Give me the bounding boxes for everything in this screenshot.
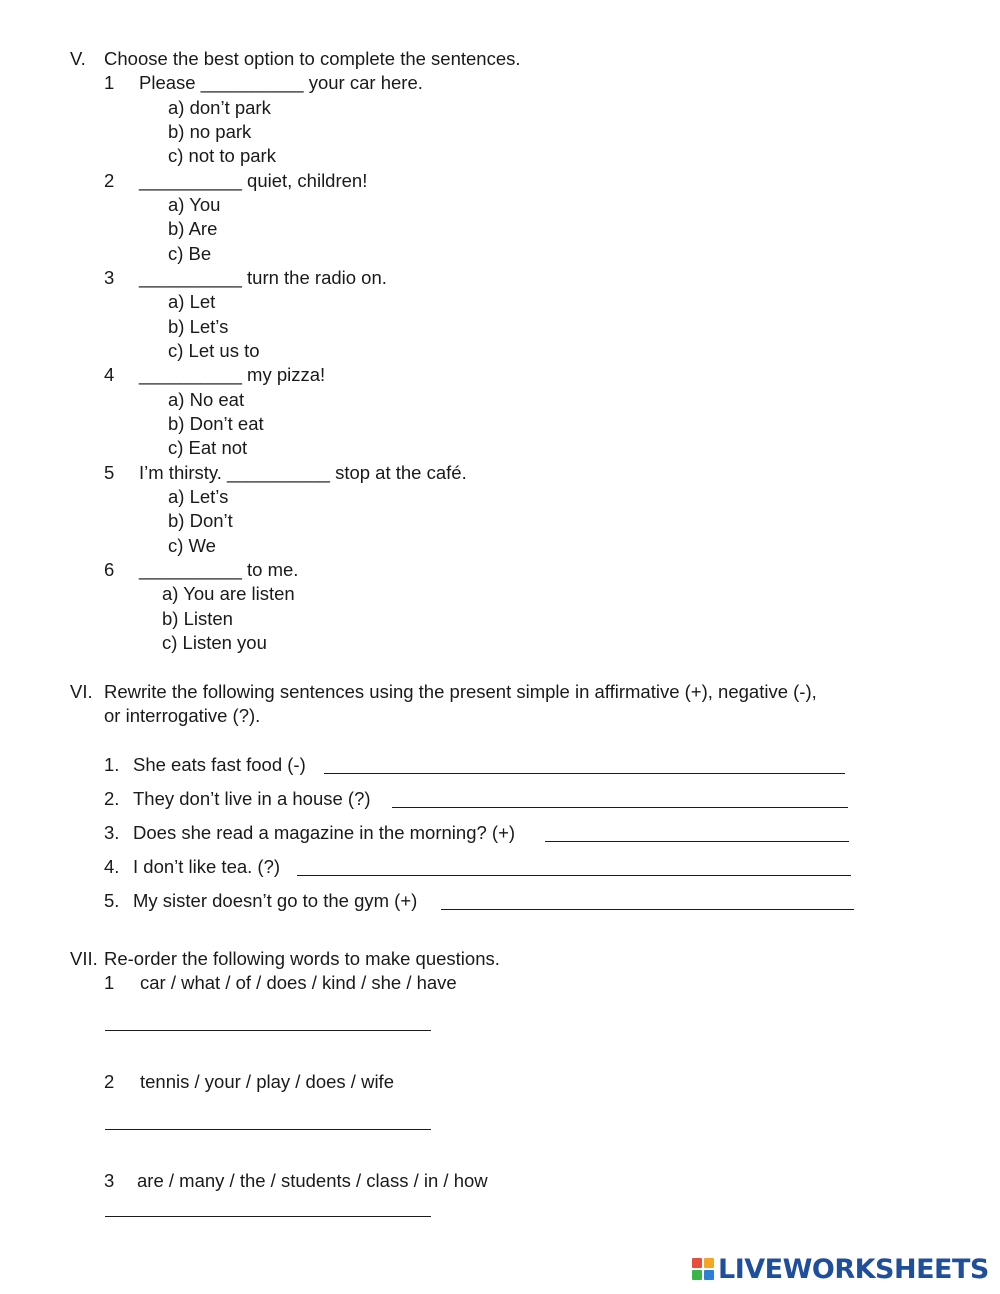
question-number: 3: [104, 267, 115, 288]
item-number: 1: [104, 972, 115, 993]
question-number: 2: [104, 170, 115, 191]
answer-line[interactable]: [441, 909, 854, 910]
option-b[interactable]: b) Don’t: [168, 510, 233, 531]
rewrite-sentence: They don’t live in a house (?): [133, 788, 371, 809]
liveworksheets-logo[interactable]: [692, 1255, 989, 1283]
item-number: 3.: [104, 822, 120, 843]
question-text: __________ my pizza!: [139, 364, 326, 385]
section-6-heading-line-2: or interrogative (?).: [104, 705, 261, 726]
item-number: 1.: [104, 754, 120, 775]
section-6-number: VI.: [70, 681, 93, 702]
option-a[interactable]: a) You: [168, 194, 221, 215]
option-c[interactable]: c) Be: [168, 243, 212, 264]
option-a[interactable]: a) You are listen: [162, 583, 295, 604]
question-number: 1: [104, 72, 115, 93]
option-c[interactable]: c) We: [168, 535, 216, 556]
rewrite-sentence: I don’t like tea. (?): [133, 856, 281, 877]
logo-text: LIVEWORKSHEETS: [718, 1253, 989, 1285]
option-a[interactable]: a) Let: [168, 291, 216, 312]
answer-line[interactable]: [324, 773, 845, 774]
item-number: 5.: [104, 890, 120, 911]
question-text: __________ to me.: [139, 559, 299, 580]
option-b[interactable]: b) Don’t eat: [168, 413, 264, 434]
question-text: I’m thirsty. __________ stop at the café.: [139, 462, 467, 483]
option-b[interactable]: b) Let’s: [168, 316, 229, 337]
option-a[interactable]: a) don’t park: [168, 97, 271, 118]
question-text: Please __________ your car here.: [139, 72, 423, 93]
answer-line[interactable]: [105, 1129, 431, 1130]
answer-line[interactable]: [545, 841, 849, 842]
section-5-heading: Choose the best option to complete the sentences.: [104, 48, 521, 69]
section-5-number: V.: [70, 48, 86, 69]
answer-line[interactable]: [392, 807, 848, 808]
question-number: 5: [104, 462, 115, 483]
option-c[interactable]: c) Eat not: [168, 437, 248, 458]
item-number: 3: [104, 1170, 115, 1191]
option-b[interactable]: b) Listen: [162, 608, 233, 629]
question-number: 4: [104, 364, 115, 385]
answer-line[interactable]: [105, 1216, 431, 1217]
section-7-number: VII.: [70, 948, 98, 969]
rewrite-sentence: She eats fast food (-): [133, 754, 306, 775]
answer-line[interactable]: [105, 1030, 431, 1031]
option-c[interactable]: c) not to park: [168, 145, 276, 166]
question-text: __________ quiet, children!: [139, 170, 368, 191]
question-number: 6: [104, 559, 115, 580]
option-a[interactable]: a) No eat: [168, 389, 245, 410]
item-number: 2.: [104, 788, 120, 809]
word-scramble: are / many / the / students / class / in / how: [137, 1170, 488, 1191]
option-b[interactable]: b) Are: [168, 218, 218, 239]
option-c[interactable]: c) Let us to: [168, 340, 260, 361]
item-number: 4.: [104, 856, 120, 877]
section-7-heading: Re-order the following words to make questions.: [104, 948, 500, 969]
section-6-heading-line-1: Rewrite the following sentences using the present simple in affirmative (+), negative (-),: [104, 681, 817, 702]
question-text: __________ turn the radio on.: [139, 267, 387, 288]
item-number: 2: [104, 1071, 115, 1092]
word-scramble: car / what / of / does / kind / she / have: [140, 972, 457, 993]
answer-line[interactable]: [297, 875, 851, 876]
word-scramble: tennis / your / play / does / wife: [140, 1071, 394, 1092]
liveworksheets-logo-icon: [692, 1258, 714, 1280]
rewrite-sentence: Does she read a magazine in the morning? (+): [133, 822, 516, 843]
rewrite-sentence: My sister doesn’t go to the gym (+): [133, 890, 418, 911]
option-b[interactable]: b) no park: [168, 121, 252, 142]
option-a[interactable]: a) Let’s: [168, 486, 229, 507]
option-c[interactable]: c) Listen you: [162, 632, 267, 653]
